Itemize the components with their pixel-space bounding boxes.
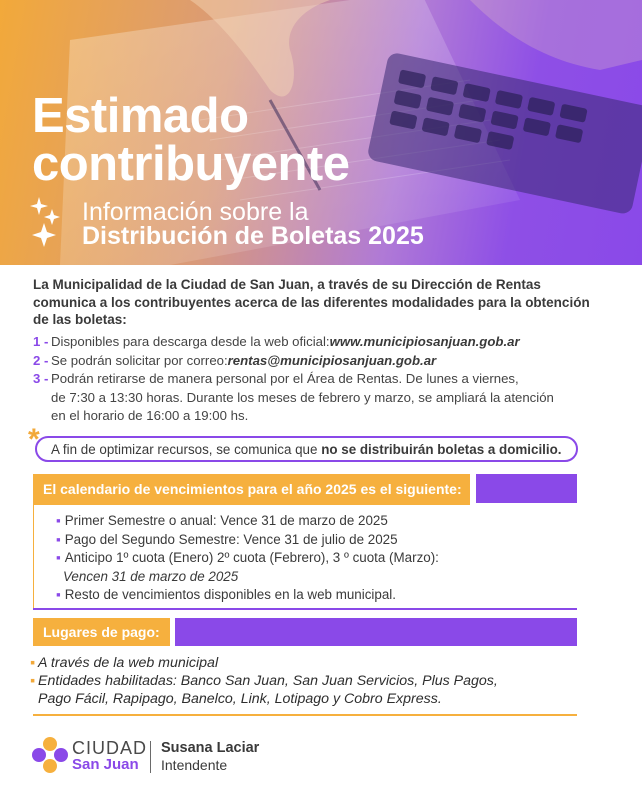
sparkle-icon (30, 197, 66, 249)
intro-paragraph: La Municipalidad de la Ciudad de San Juan, a través de su Dirección de Rentas comunica a los contribuyentes acerca de las diferentes modalidades para la obtención de las boletas: (33, 277, 590, 327)
divider (33, 608, 577, 610)
email-link[interactable]: rentas@municipiosanjuan.gob.ar (227, 352, 437, 368)
item-text: Se podrán solicitar por correo: (51, 352, 228, 368)
calendario-header: El calendario de vencimientos para el año 2025 es el siguiente: (33, 474, 470, 503)
lugares-list (30, 654, 590, 708)
hero-title-line2: contribuyente (32, 137, 350, 191)
calendario-list (56, 512, 576, 605)
list-item (56, 549, 576, 568)
list-item (33, 370, 613, 389)
ciudad-logo-icon (31, 736, 69, 774)
logo-text-ciudad: CIUDAD (72, 738, 148, 758)
item-text-continued: de 7:30 a 13:30 horas. Durante los meses de febrero y marzo, se ampliará la atención (51, 389, 554, 405)
notice-box (35, 436, 578, 462)
item-text-continued: en el horario de 16:00 a 19:00 hs. (51, 408, 249, 423)
hero-title-line1: Estimado (32, 89, 249, 143)
calendario-header-accent (476, 474, 577, 503)
list-item (30, 654, 590, 672)
footer-divider (150, 741, 151, 773)
hero-title (32, 89, 350, 191)
intendente-name: Susana Laciar (161, 740, 260, 756)
list-item-text: Primer Semestre o anual: Vence 31 de marzo de 2025 (64, 513, 388, 528)
list-item (56, 531, 576, 550)
list-item-text: Anticipo 1º cuota (Enero) 2º cuota (Febrero), 3 º cuota (Marzo): (64, 550, 439, 565)
divider (33, 505, 34, 609)
hero-subtitle-line1: Información sobre la (82, 198, 309, 226)
list-item-note: Vencen 31 de marzo de 2025 (63, 568, 239, 584)
modalidades-list (33, 333, 613, 426)
bullet-icon: ▪ (30, 655, 36, 671)
list-item (33, 352, 613, 371)
list-item-text-continued: Pago Fácil, Rapipago, Banelco, Link, Lotipago y Cobro Express. (38, 691, 442, 707)
list-item-text: Pago del Segundo Semestre: Vence 31 de julio de 2025 (64, 531, 398, 547)
bullet-icon: ▪ (56, 513, 61, 528)
divider (33, 503, 470, 505)
bullet-icon: ▪ (56, 531, 61, 547)
item-text: Podrán retirarse de manera personal por el Área de Rentas. De lunes a viernes, (51, 371, 519, 386)
lugares-header: Lugares de pago: (33, 618, 170, 646)
list-item-text: Resto de vencimientos disponibles en la web municipal. (64, 587, 396, 602)
list-item (56, 586, 576, 605)
item-text: Disponibles para descarga desde la web oficial: (51, 334, 330, 349)
item-number: 1 - (33, 334, 49, 349)
notice-text: A fin de optimizar recursos, se comunica que (51, 441, 318, 457)
logo-text-sanjuan: San Juan (72, 756, 139, 773)
list-item (33, 333, 613, 352)
website-link[interactable]: www.municipiosanjuan.gob.ar (329, 334, 520, 349)
list-item (56, 512, 576, 531)
item-number: 2 - (33, 352, 49, 368)
divider (33, 714, 577, 716)
intendente-role: Intendente (161, 757, 228, 773)
list-item (30, 672, 590, 690)
list-item-text: Entidades habilitadas: Banco San Juan, San Juan Servicios, Plus Pagos, (38, 673, 498, 689)
notice-bold: no se distribuirán boletas a domicilio. (321, 441, 562, 457)
bullet-icon: ▪ (30, 673, 36, 689)
item-number: 3 - (33, 371, 49, 386)
list-item-text: A través de la web municipal (38, 655, 219, 671)
hero-subtitle-line2: Distribución de Boletas 2025 (82, 222, 424, 250)
asterisk-icon: * (28, 423, 40, 456)
hero-banner (0, 0, 642, 265)
bullet-icon: ▪ (56, 587, 61, 602)
lugares-header-accent (175, 618, 577, 646)
bullet-icon: ▪ (56, 550, 61, 565)
